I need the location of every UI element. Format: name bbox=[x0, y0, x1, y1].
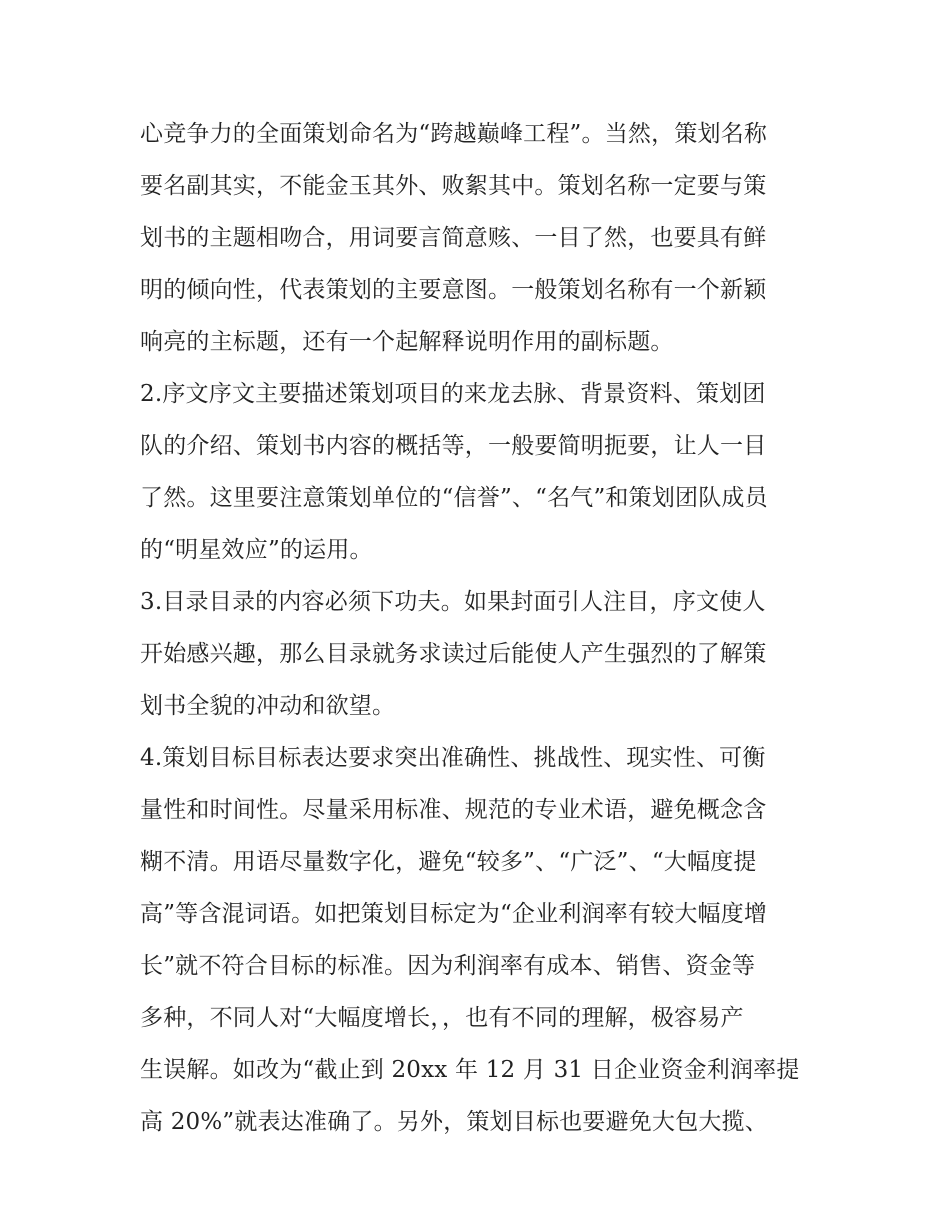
text-line: 高”等含混词语。如把策划目标定为“企业利润率有较大幅度增 bbox=[140, 901, 768, 927]
text-line: 生误解。如改为“截止到 20xx 年 12 月 31 日企业资金利润率提 bbox=[140, 1057, 800, 1083]
text-line: 3.目录目录的内容必须下功夫。如果封面引人注目，序文使人 bbox=[140, 589, 766, 615]
document-page bbox=[140, 108, 820, 1148]
text-line: 划书全貌的冲动和欲望。 bbox=[140, 693, 396, 719]
text-line: 响亮的主标题，还有一个起解释说明作用的副标题。 bbox=[140, 329, 674, 355]
text-line: 心竞争力的全面策划命名为“跨越巅峰工程”。当然，策划名称 bbox=[140, 121, 768, 147]
text-line: 长”就不符合目标的标准。因为利润率有成本、销售、资金等 bbox=[140, 953, 756, 979]
text-line: 明的倾向性，代表策划的主要意图。一般策划名称有一个新颖 bbox=[140, 277, 767, 303]
text-line: 的“明星效应”的运用。 bbox=[140, 537, 373, 563]
text-line: 划书的主题相吻合，用词要言简意赅、一目了然，也要具有鲜 bbox=[140, 225, 767, 251]
text-line: 开始感兴趣，那么目录就务求读过后能使人产生强烈的了解策 bbox=[140, 641, 767, 667]
text-line: 量性和时间性。尽量采用标准、规范的专业术语，避免概念含 bbox=[140, 797, 767, 823]
text-line: 高 20%”就表达准确了。另外，策划目标也要避免大包大揽、 bbox=[140, 1109, 768, 1135]
text-line: 糊不清。用语尽量数字化，避免“较多”、“广泛”、“大幅度提 bbox=[140, 849, 757, 875]
text-line: 多种，不同人对“大幅度增长，，也有不同的理解，极容易产 bbox=[140, 1005, 744, 1031]
text-line: 了然。这里要注意策划单位的“信誉”、“名气”和策划团队成员 bbox=[140, 485, 768, 511]
text-line: 4.策划目标目标表达要求突出准确性、挑战性、现实性、可衡 bbox=[140, 745, 766, 771]
text-line: 队的介绍、策划书内容的概括等，一般要简明扼要，让人一目 bbox=[140, 433, 767, 459]
text-line: 2.序文序文主要描述策划项目的来龙去脉、背景资料、策划团 bbox=[140, 381, 766, 407]
text-line: 要名副其实，不能金玉其外、败絮其中。策划名称一定要与策 bbox=[140, 173, 767, 199]
